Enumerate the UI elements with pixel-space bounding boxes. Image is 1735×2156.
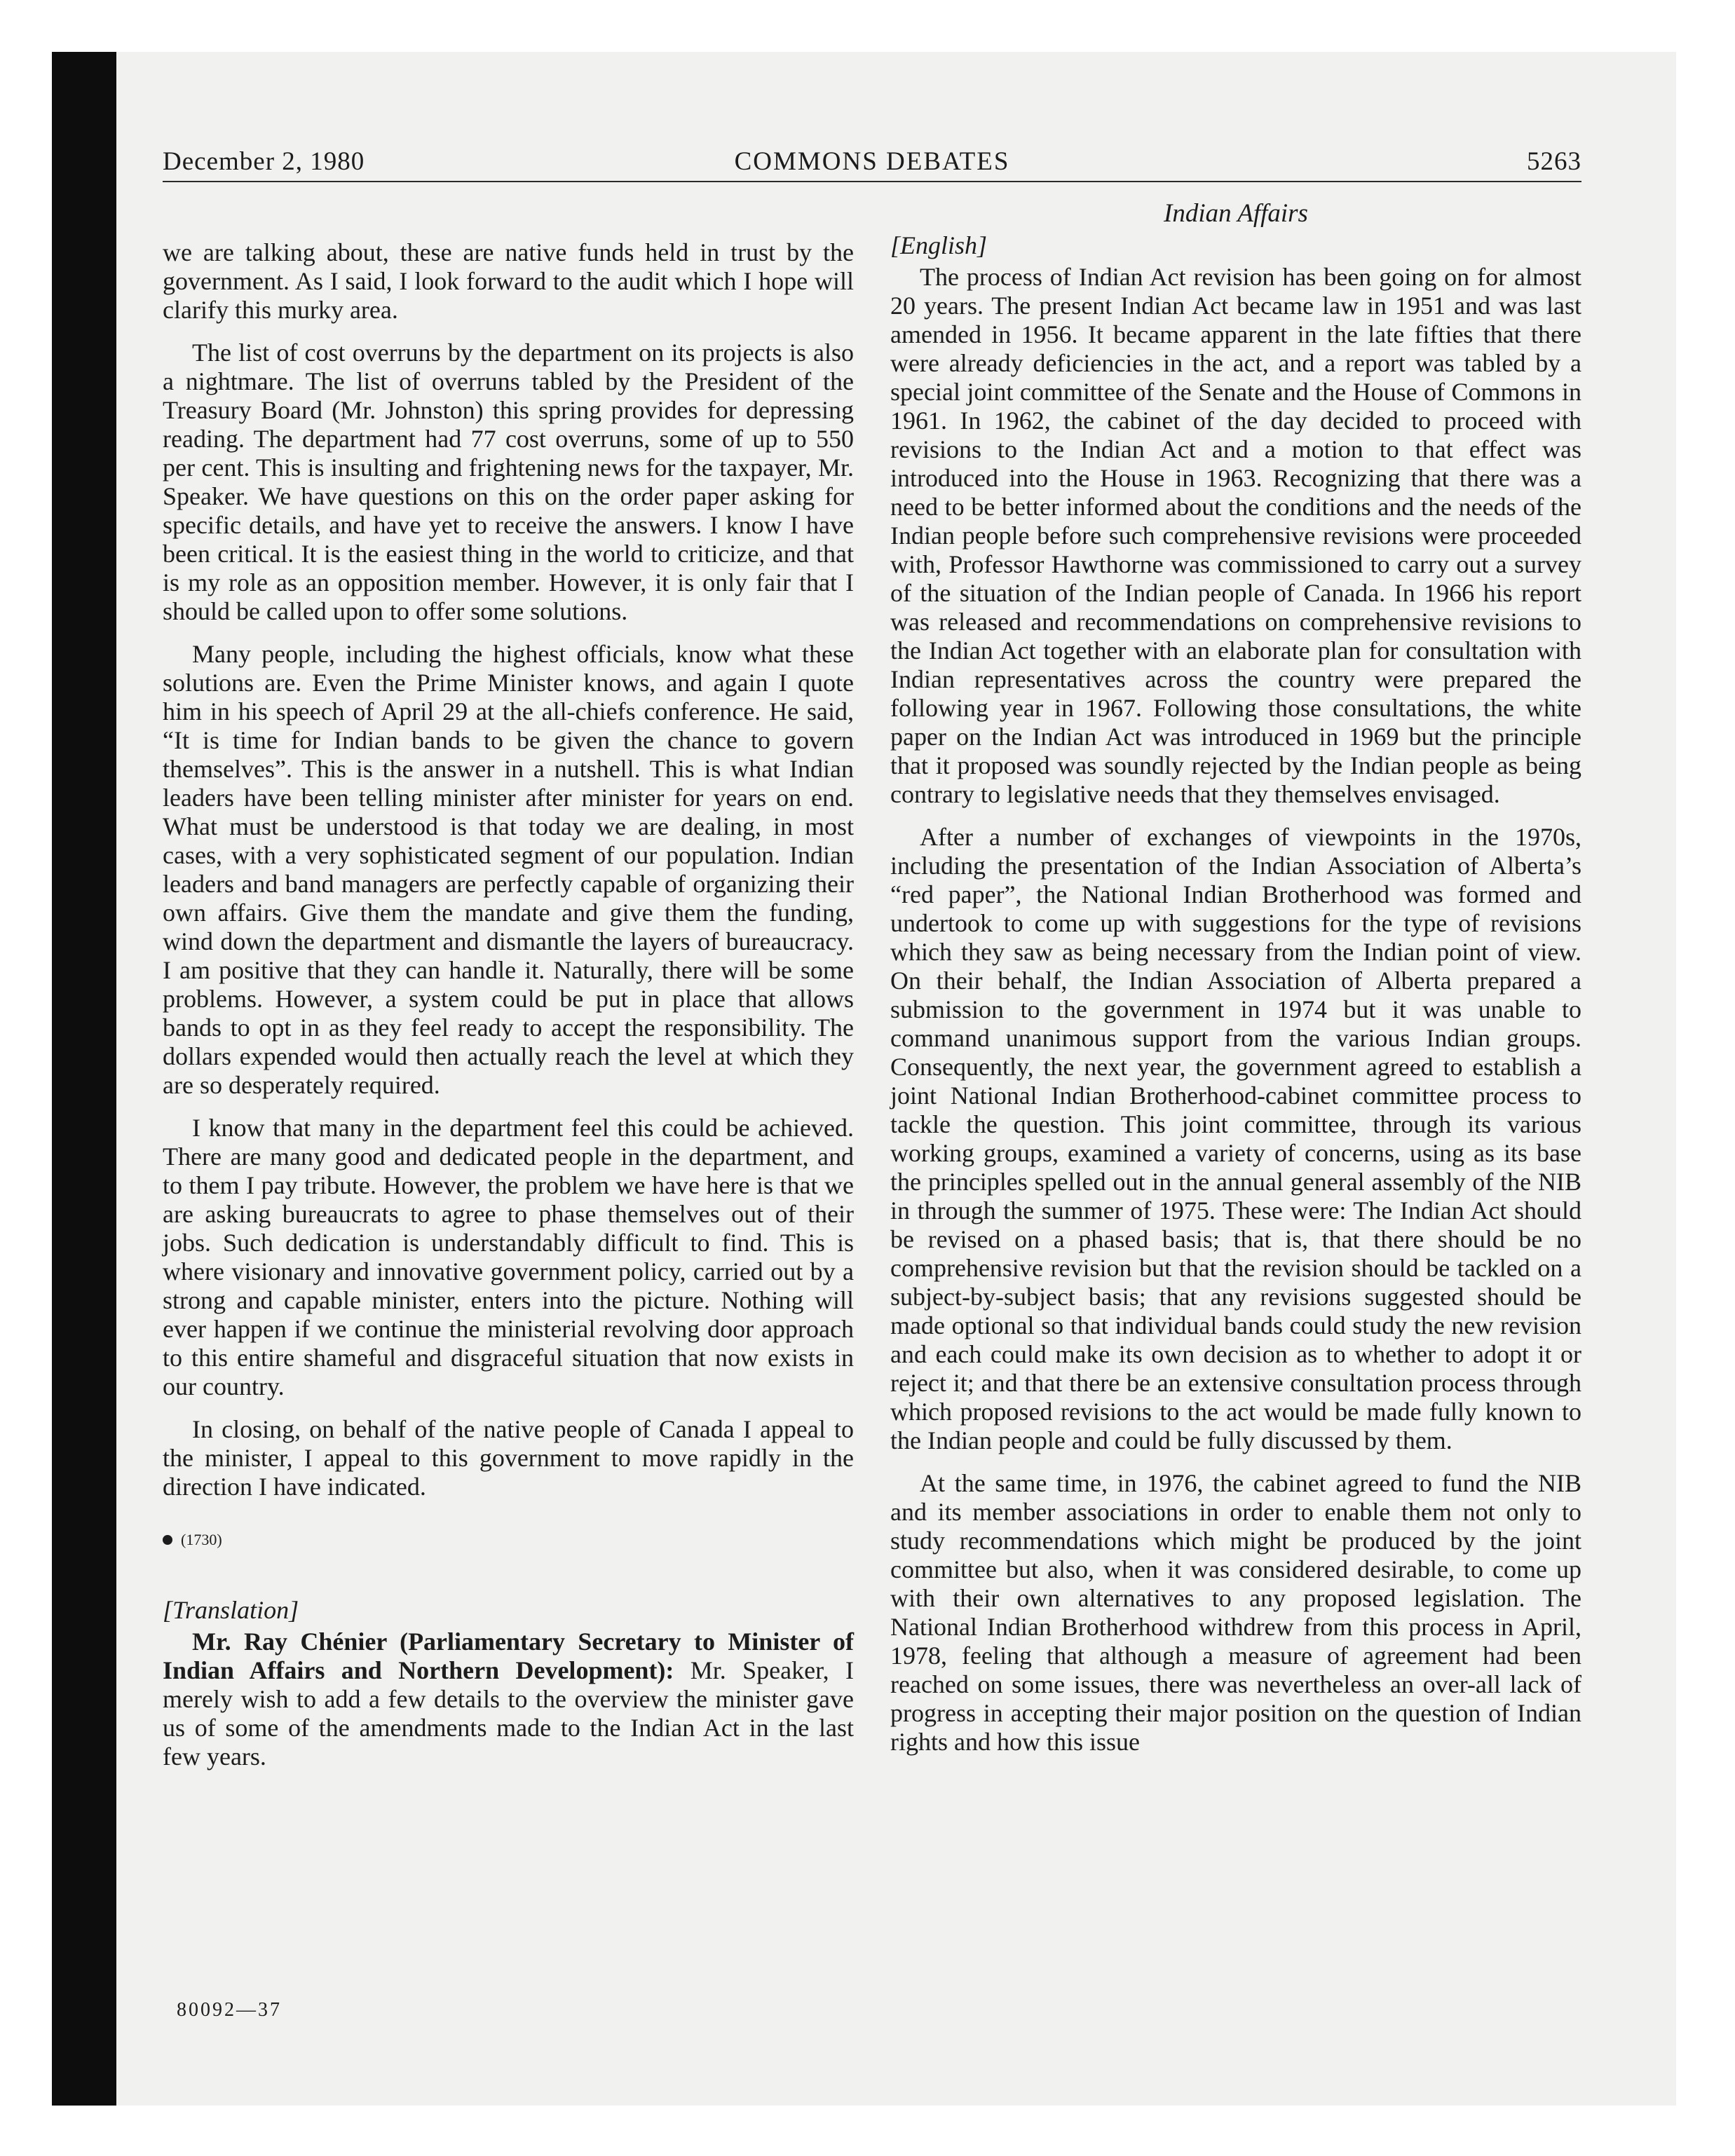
time-marker-label: (1730) bbox=[181, 1531, 222, 1548]
paragraph: Many people, including the highest officials, know what these solutions are. Even the Prime Minister knows, and again I quote him in his speech of April 29 at the all-chiefs conference. He said, “It is time for Indian bands to be given the chance to govern themselves”. This is the answer in a nutshell. This is what Indian leaders have been telling minister after minister for years on end. What must be understood is that today we are dealing, in most cases, with a very sophisticated segment of our population. Indian leaders and band managers are perfectly capable of organizing their own affairs. Give them the mandate and give them the funding, wind down the department and dismantle the layers of bureaucracy. I am positive that they can handle it. Naturally, there will be some problems. However, a system could be put in place that allows bands to opt in as they feel ready to accept the responsibility. The dollars expended would then actually reach the level at which they are so desperately required. bbox=[163, 640, 854, 1099]
language-tag-translation: [Translation] bbox=[163, 1596, 299, 1624]
paragraph: The list of cost overruns by the department on its projects is also a nightmare. The list of overruns tabled by the President of the Treasury Board (Mr. Johnston) this spring provides for depressing reading. The department had 77 cost overruns, some of up to 550 per cent. This is insulting and frightening news for the taxpayer, Mr. Speaker. We have questions on this on the order paper asking for specific details, and have yet to receive the answers. I know I have been critical. It is the easiest thing in the world to criticize, and that is my role as an opposition member. However, it is only fair that I should be called upon to offer some solutions. bbox=[163, 339, 854, 625]
footer-code: 80092—37 bbox=[177, 1999, 282, 2021]
right-column bbox=[890, 231, 1581, 1770]
time-marker bbox=[163, 1525, 854, 1554]
speaker-paragraph bbox=[163, 1628, 854, 1771]
language-tag-english: [English] bbox=[890, 231, 988, 259]
speech-text: Mr. Speaker, I merely wish to add a few details to the overview the minister gave us of some of the amendments made to the Indian Act in the last few years. bbox=[163, 1656, 854, 1770]
paragraph: At the same time, in 1976, the cabinet agreed to fund the NIB and its member associations in order to enable them not only to study recommendations which might be produced by the joint committee but also, when it was considered desirable, to come up with their own alternatives to any proposed legislation. The National Indian Brotherhood withdrew from this process in April, 1978, feeling that although a measure of agreement had been reached on some issues, there was nevertheless an over-all lack of progress in accepting their major position on the question of Indian rights and how this issue bbox=[890, 1469, 1581, 1756]
paragraph: In closing, on behalf of the native people of Canada I appeal to the minister, I appeal to this government to move rapidly in the direction I have indicated. bbox=[163, 1415, 854, 1501]
bullet-icon bbox=[163, 1535, 172, 1545]
paragraph: After a number of exchanges of viewpoints in the 1970s, including the presentation of the Indian Association of Alberta’s “red paper”, the National Indian Brotherhood was formed and undertook to come up with suggestions for the type of revisions which they saw as being necessary from the Indian point of view. On their behalf, the Indian Association of Alberta prepared a submission to the government in 1974 but it was unable to command unanimous support from the various Indian groups. Consequently, the next year, the government agreed to establish a joint National Indian Brotherhood-cabinet committee process to tackle the question. This joint committee, through its various working groups, examined a variety of concerns, using as its base the principles spelled out in the annual general assembly of the NIB in through the summer of 1975. These were: The Indian Act should be revised on a phased basis; that is, that there should be no comprehensive revision but that the revision should be tackled on a subject-by-subject basis; that any revisions suggested should be made optional so that individual bands could study the new revision and each could make its own decision as to whether to adopt it or reject it; and that there be an extensive consultation process through which proposed revisions to the act would be made fully known to the Indian people and could be fully discussed by them. bbox=[890, 823, 1581, 1454]
paragraph: we are talking about, these are native funds held in trust by the government. As I said, I look forward to the audit which I hope will clarify this murky area. bbox=[163, 238, 854, 324]
running-head bbox=[163, 143, 1581, 182]
speaker-name: Mr. Ray Chénier (Parliamentary Secretary to Minister of Indian Affairs and Northern Development): bbox=[163, 1628, 854, 1684]
left-column bbox=[163, 238, 854, 1785]
header-page-number: 5263 bbox=[1527, 147, 1581, 176]
section-title: Indian Affairs bbox=[1164, 199, 1308, 228]
header-publication: COMMONS DEBATES bbox=[734, 147, 1010, 176]
paragraph: I know that many in the department feel this could be achieved. There are many good and dedicated people in the department, and to them I pay tribute. However, the problem we have here is that we are asking bureaucrats to agree to phase themselves out of their jobs. Such dedication is understandably difficult to find. This is where visionary and innovative government policy, carried out by a strong and capable minister, enters into the picture. Nothing will ever happen if we continue the ministerial revolving door approach to this entire shameful and disgraceful situation that now exists in our country. bbox=[163, 1114, 854, 1400]
scan-edge-shadow bbox=[52, 52, 116, 2106]
header-date: December 2, 1980 bbox=[163, 147, 365, 176]
paragraph: The process of Indian Act revision has been going on for almost 20 years. The present Indian Act became law in 1951 and was last amended in 1956. It became apparent in the late fifties that there were already deficiencies in the act, and a report was tabled by a special joint committee of the Senate and the House of Commons in 1961. In 1962, the cabinet of the day decided to proceed with revisions to the Indian Act and a motion to that effect was introduced into the House in 1963. Recognizing that there was a need to be better informed about the conditions and the needs of the Indian people before such comprehensive revisions were proceeded with, Professor Hawthorne was commissioned to carry out a survey of the situation of the Indian people of Canada. In 1966 his report was released and recommendations on comprehensive revisions to the Indian Act together with an elaborate plan for consultation with Indian representatives across the country were prepared the following year in 1967. Following those consultations, the white paper on the Indian Act was introduced in 1969 but the principle that it proposed was soundly rejected by the Indian people as being contrary to legislative needs that they themselves envisaged. bbox=[890, 263, 1581, 808]
